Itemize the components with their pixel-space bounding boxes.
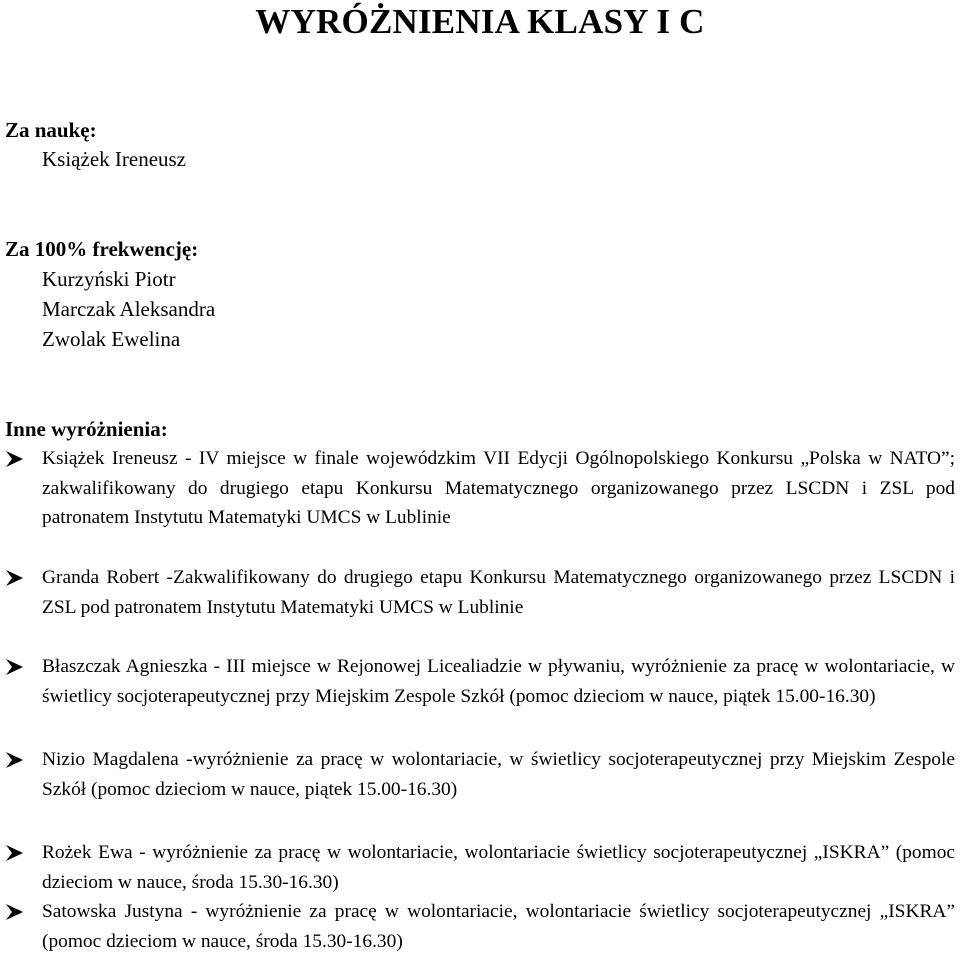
- name-frekwencja-3: Zwolak Ewelina: [42, 327, 181, 351]
- arrow-bullet-icon: [4, 749, 28, 773]
- page-title: WYRÓŻNIENIA KLASY I C: [255, 2, 705, 41]
- section-heading-nauka: Za naukę:: [5, 118, 97, 142]
- arrow-bullet-icon: [4, 448, 28, 472]
- list-item-text: Satowska Justyna - wyróżnienie za pracę w wolontariacie, wolontariacie świetlicy socjoterapeutycznej „ISKRA” (pomoc dzieciom w nauce, środa 15.30-16.30): [42, 901, 955, 952]
- list-item-text: Granda Robert -Zakwalifikowany do drugiego etapu Konkursu Matematycznego organizowanego przez LSCDN i ZSL pod patronatem Instytutu Matematyki UMCS w Lublinie: [42, 567, 955, 618]
- list-item-text: Książek Ireneusz - IV miejsce w finale wojewódzkim VII Edycji Ogólnopolskiego Konkursu „Polska w NATO”; zakwalifikowany do drugiego etapu Konkursu Matematycznego organizowanego przez LSCDN i ZSL pod patronatem Instytutu Matematyki UMCS w Lublinie: [42, 448, 955, 529]
- list-item-text: Błaszczak Agnieszka - III miejsce w Rejonowej Licealiadzie w pływaniu, wyróżnienie za pracę w wolontariacie, w świetlicy socjoterapeutycznej przy Miejskim Zespole Szkół (pomoc dzieciom w nauce, piątek 15.00-16.30): [42, 656, 955, 707]
- arrow-bullet-icon: [4, 656, 28, 680]
- arrow-bullet-icon: [4, 567, 28, 591]
- section-heading-inne: Inne wyróżnienia:: [5, 417, 168, 441]
- list-item-text: Nizio Magdalena -wyróżnienie za pracę w wolontariacie, w świetlicy socjoterapeutycznej przy Miejskim Zespole Szkół (pomoc dzieciom w nauce, piątek 15.00-16.30): [42, 749, 955, 800]
- arrow-bullet-icon: [4, 901, 28, 925]
- name-nauka-1: Książek Ireneusz: [42, 147, 187, 171]
- name-frekwencja-2: Marczak Aleksandra: [42, 297, 216, 321]
- name-frekwencja-1: Kurzyński Piotr: [42, 267, 176, 291]
- section-heading-frekwencja: Za 100% frekwencję:: [5, 237, 199, 261]
- list-item-text: Rożek Ewa - wyróżnienie za pracę w wolontariacie, wolontariacie świetlicy socjoterapeutycznej „ISKRA” (pomoc dzieciom w nauce, środa 15.30-16.30): [42, 842, 955, 893]
- arrow-bullet-icon: [4, 842, 28, 866]
